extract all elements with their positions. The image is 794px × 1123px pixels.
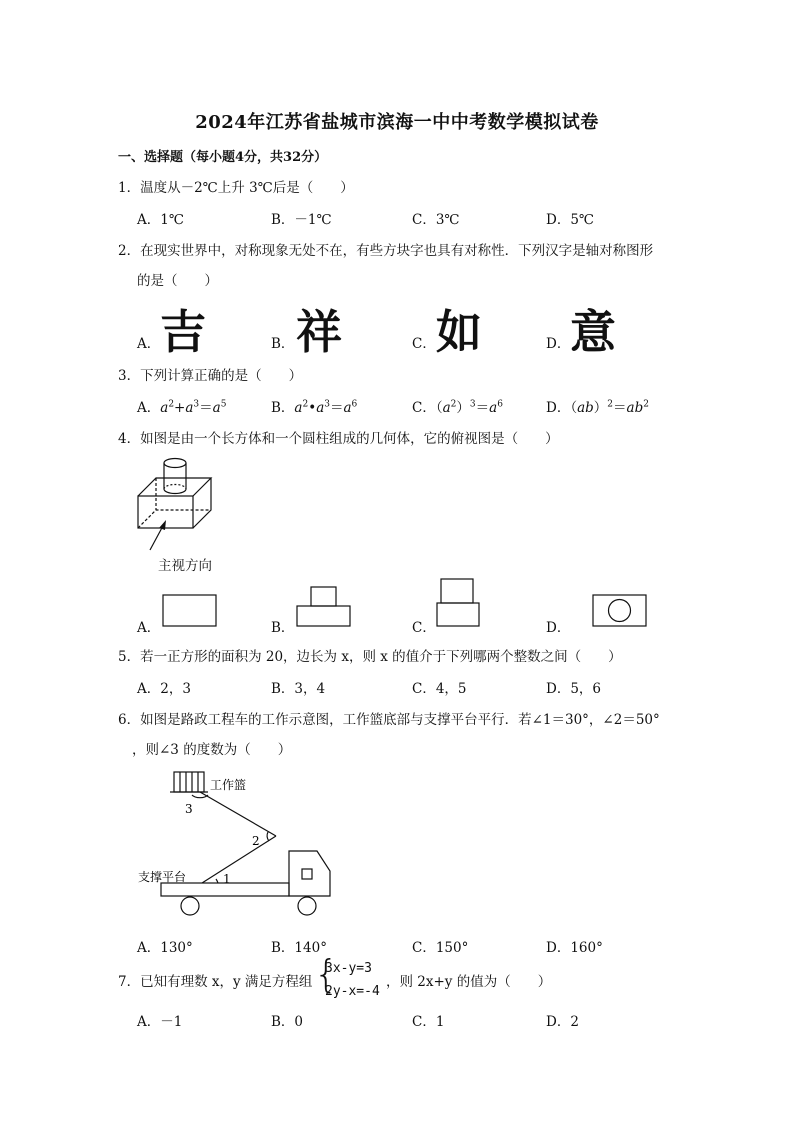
question-4-stem: 4．如图是由一个长方体和一个圆柱组成的几何体，它的俯视图是（ ） (118, 431, 559, 447)
q4-option-b[interactable]: B． (271, 620, 295, 636)
q7-brace: { (314, 952, 339, 996)
q2-option-d[interactable]: D． (546, 336, 571, 352)
q4-option-c[interactable]: C． (412, 620, 436, 636)
q4-solid-figure (128, 452, 228, 556)
q2-char-a: 吉 (160, 305, 206, 359)
q4-option-c-figure (434, 576, 484, 632)
q6-angle-2-label: 2 (252, 834, 260, 848)
q2-option-a[interactable]: A． (137, 336, 161, 352)
page-title: 2024年江苏省盐城市滨海一中中考数学模拟试卷 (195, 112, 599, 133)
q6-option-d[interactable]: D．160° (546, 940, 603, 956)
q7-option-c[interactable]: C．1 (412, 1014, 445, 1030)
question-3-stem: 3．下列计算正确的是（ ） (118, 368, 303, 384)
q6-angle-3-label: 3 (185, 802, 193, 816)
q1-option-a[interactable]: A．1℃ (137, 212, 184, 228)
q7-option-b[interactable]: B．0 (271, 1014, 304, 1030)
q6-option-b[interactable]: B．140° (271, 940, 327, 956)
q7-option-d[interactable]: D．2 (546, 1014, 579, 1030)
q4-option-a-figure (160, 592, 220, 632)
q5-option-a[interactable]: A．2，3 (137, 681, 191, 697)
work-basket (174, 772, 204, 792)
q6-basket-label: 工作篮 (210, 778, 247, 792)
q6-platform-label: 支撑平台 (138, 870, 187, 884)
q4-caption: 主视方向 (158, 558, 212, 574)
q5-option-d[interactable]: D．5，6 (546, 681, 602, 697)
q5-option-b[interactable]: B．3，4 (271, 681, 326, 697)
q2-char-c: 如 (436, 305, 482, 359)
q4-option-d-figure (590, 592, 650, 632)
q4-option-a[interactable]: A． (137, 620, 161, 636)
question-2-stem-line1: 2．在现实世界中，对称现象无处不在，有些方块字也具有对称性．下列汉字是轴对称图形 (118, 243, 654, 259)
q4-option-d[interactable]: D． (546, 620, 571, 636)
q1-option-d[interactable]: D．5℃ (546, 212, 595, 228)
q7-equation-2: 2y-x=-4 (325, 984, 380, 999)
q2-option-c[interactable]: C． (412, 336, 436, 352)
question-6-stem-line2: ，则∠3 的度数为（ ） (132, 742, 292, 758)
question-6-stem-line1: 6．如图是路政工程车的工作示意图，工作篮底部与支撑平台平行．若∠1＝30°，∠2＝50° (118, 712, 660, 728)
q3-option-d[interactable]: D．$(ab)^2=ab^2$ (546, 399, 649, 416)
q1-option-b[interactable]: B．－1℃ (271, 212, 332, 228)
q3-option-b[interactable]: B．$a^2•a^3=a^6$ (271, 399, 358, 416)
question-1-stem: 1．温度从－2℃上升 3℃后是（ ） (118, 180, 354, 196)
q6-option-c[interactable]: C．150° (412, 940, 469, 956)
q3-option-c[interactable]: C．$(a^2)^3=a^6$ (412, 399, 503, 416)
q2-char-b: 祥 (296, 305, 342, 359)
q1-option-c[interactable]: C．3℃ (412, 212, 460, 228)
section-heading: 一、选择题（每小题4分，共32分） (118, 150, 328, 165)
q2-char-d: 意 (570, 305, 616, 359)
question-7-stem-post: ，则 2x+y 的值为（ ） (386, 974, 552, 990)
question-7-stem-pre: 7．已知有理数 x，y 满足方程组 (118, 974, 313, 990)
q2-option-b[interactable]: B． (271, 336, 295, 352)
question-2-stem-line2: 的是（ ） (137, 273, 218, 289)
q6-angle-1-label: 1 (223, 872, 231, 886)
q7-equation-1: 3x-y=3 (325, 961, 372, 976)
q6-option-a[interactable]: A．130° (137, 940, 193, 956)
q3-option-a[interactable]: A．$a^2+a^3=a^5$ (137, 399, 227, 416)
q5-option-c[interactable]: C．4，5 (412, 681, 467, 697)
q7-option-a[interactable]: A．－1 (137, 1014, 183, 1030)
q4-option-b-figure (294, 584, 354, 632)
q6-truck-diagram (130, 765, 340, 920)
question-5-stem: 5．若一正方形的面积为 20，边长为 x，则 x 的值介于下列哪两个整数之间（ ） (118, 649, 622, 665)
